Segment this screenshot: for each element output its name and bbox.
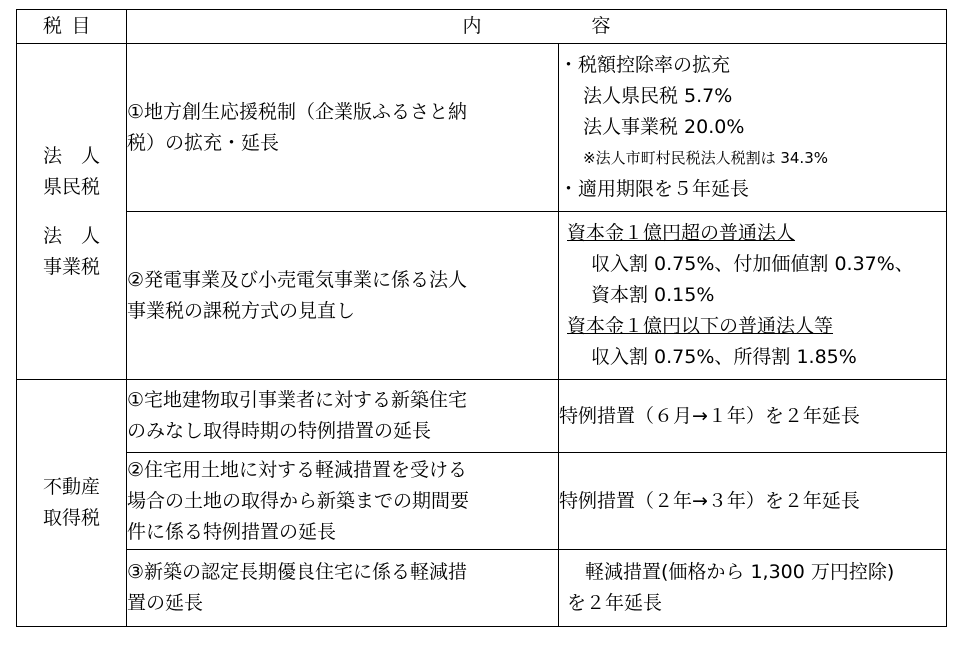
table-row	[17, 380, 947, 453]
category-prefectural-tax	[17, 141, 126, 203]
category-label: 人	[81, 224, 101, 247]
header-row	[17, 10, 947, 44]
reform-item	[127, 212, 559, 380]
table-row	[17, 550, 947, 627]
item-text: 置の延長	[127, 592, 204, 614]
header-content-char-2: 容	[591, 15, 611, 37]
detail-heading: 資本金１億円以下の普通法人等	[567, 315, 834, 337]
item-text: ②住宅用土地に対する軽減措置を受ける	[127, 458, 468, 481]
category-label: 取得税	[42, 507, 100, 529]
detail-text: ・税額控除率の拡充	[559, 54, 731, 76]
reform-item	[127, 453, 559, 550]
detail-text: 法人県民税 5.7%	[583, 85, 733, 107]
category-label: 法	[42, 144, 62, 167]
category-label: 事業税	[42, 255, 100, 278]
tax-category-real-estate	[17, 380, 127, 627]
table-row	[17, 44, 947, 212]
tax-reform-table	[16, 9, 947, 627]
item-text: 件に係る特例措置の延長	[127, 520, 337, 543]
reform-item	[127, 550, 559, 627]
table-row	[17, 453, 947, 550]
item-text: 場合の土地の取得から新築までの期間要	[127, 489, 470, 512]
category-enterprise-tax	[17, 221, 126, 283]
category-label: 人	[81, 144, 101, 167]
item-text: 事業税の課税方式の見直し	[127, 299, 356, 322]
table-row	[17, 212, 947, 380]
reform-item	[127, 380, 559, 453]
detail-text: 特例措置（６月→１年）を２年延長	[559, 404, 860, 427]
reform-detail	[559, 212, 947, 380]
detail-text: 収入割 0.75%、付加価値割 0.37%、	[591, 253, 914, 275]
detail-text: 資本割 0.15%	[591, 284, 715, 306]
detail-text: 特例措置（２年→３年）を２年延長	[559, 489, 860, 512]
category-label: 法	[42, 224, 62, 247]
reform-detail	[559, 550, 947, 627]
reform-detail	[559, 44, 947, 212]
item-text: ①宅地建物取引事業者に対する新築住宅	[127, 389, 468, 411]
detail-text: 法人事業税 20.0%	[583, 116, 745, 138]
detail-text: 軽減措置(価格から 1,300 万円控除)	[585, 561, 895, 583]
tax-category-corporate	[17, 44, 127, 380]
header-tax-category: 税目	[17, 10, 127, 44]
header-content	[127, 10, 947, 44]
header-content-char-1: 内	[462, 15, 482, 37]
item-text: ②発電事業及び小売電気事業に係る法人	[127, 268, 468, 291]
item-text: ③新築の認定長期優良住宅に係る軽減措	[127, 561, 468, 583]
item-text: 税）の拡充・延長	[127, 131, 280, 154]
category-label: 県民税	[42, 175, 100, 198]
detail-text: 収入割 0.75%、所得割 1.85%	[591, 346, 857, 368]
detail-text: ・適用期限を５年延長	[559, 178, 750, 200]
reform-detail	[559, 380, 947, 453]
detail-note: ※法人市町村民税法人税割は 34.3%	[583, 149, 828, 167]
detail-text: を２年延長	[567, 592, 663, 614]
item-text: ①地方創生応援税制（企業版ふるさと納	[127, 100, 468, 123]
detail-heading: 資本金１億円超の普通法人	[567, 222, 796, 244]
item-text: のみなし取得時期の特例措置の延長	[127, 420, 432, 442]
reform-detail	[559, 453, 947, 550]
category-label: 不動産	[42, 476, 100, 498]
reform-item	[127, 44, 559, 212]
